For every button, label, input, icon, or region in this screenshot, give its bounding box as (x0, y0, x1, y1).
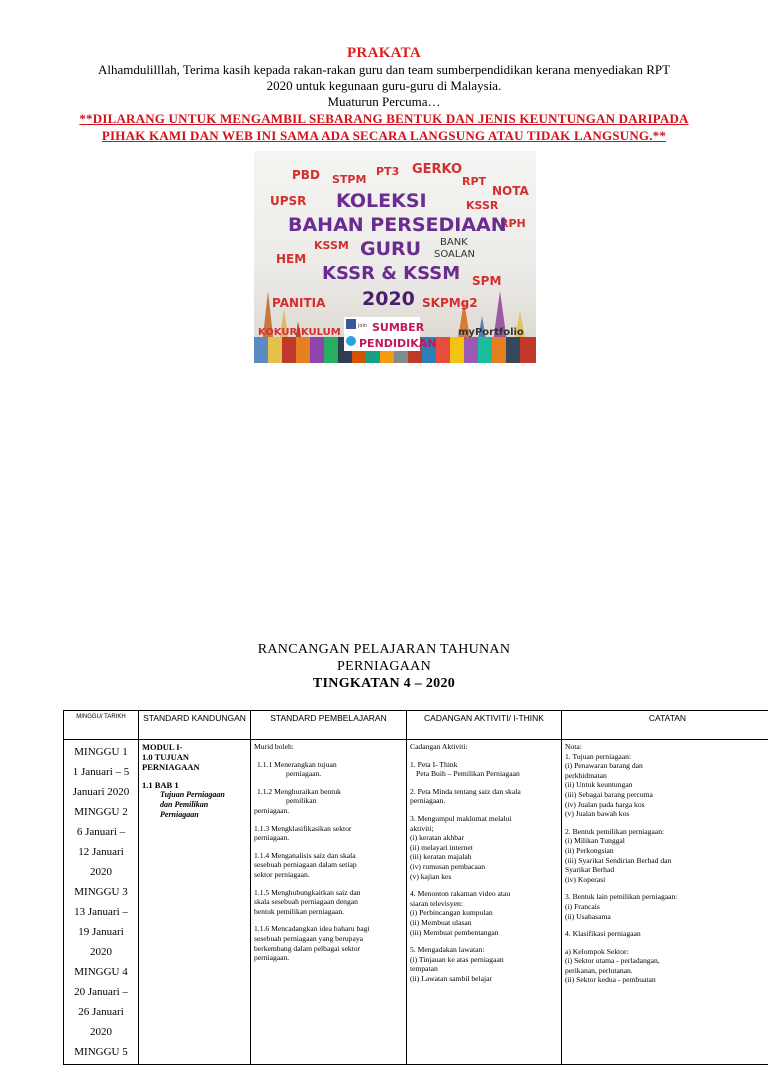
catatan-2-b: (ii) Perkongsian (565, 846, 768, 856)
catatan-1-e: (iv) Jualan pada harga kos (565, 800, 768, 810)
catatan-1-d: (iii) Sebagai barang percuma (565, 790, 768, 800)
aktiviti-3-g: (v) kajian kes (410, 872, 558, 882)
cell-minggu (64, 740, 139, 1065)
week-line: MINGGU 5 (67, 1042, 135, 1062)
brand-line-2: PENDIDIKAN (359, 337, 436, 350)
week-line: MINGGU 3 (67, 882, 135, 902)
sp-1-1-6-cont: sesebuah perniagaan yang berupaya (254, 934, 403, 944)
tag-hem: HEM (276, 252, 306, 266)
poster-headline-5: 2020 (362, 288, 415, 310)
catatan-2-d: Syarikat Berhad (565, 865, 768, 875)
sp-1-1-5-cont-2: bentuk pemilikan perniagaan. (254, 907, 403, 917)
week-line: Januari 2020 (67, 782, 135, 802)
aktiviti-5-d: (ii) Lawatan sambil belajar (410, 974, 558, 984)
catatan-2-c: (iii) Syarikat Sendirian Berhad dan (565, 856, 768, 866)
tag-kssr: KSSR (466, 199, 499, 212)
kandungan-sub-2: dan Pemilikan (142, 800, 247, 810)
warning-line-2: PIHAK KAMI DAN WEB INI SAMA ADA SECARA LANGSUNG ATAU TIDAK LANGSUNG.** (0, 127, 768, 144)
week-line: 2020 (67, 942, 135, 962)
sp-1-1-6-cont-2: berkembang dalam pelbagai sektor (254, 944, 403, 954)
header-standard-pembelajaran: STANDARD PEMBELAJARAN (251, 711, 407, 740)
cell-cadangan-aktiviti (407, 740, 562, 1065)
sp-1-1-2-cont-2: perniagaan. (254, 806, 403, 816)
catatan-1: 1. Tujuan perniagaan: (565, 752, 768, 762)
poster-headline-1: KOLEKSI (336, 190, 427, 212)
sp-1-1-1-cont: perniagaan. (254, 769, 403, 779)
header-cadangan-aktiviti: CADANGAN AKTIVITI/ I-THINK (407, 711, 562, 740)
catatan-3-b: (ii) Usahasama (565, 912, 768, 922)
tag-kokurikulum: KOKURIKULUM (258, 327, 341, 338)
aktiviti-3-c: (i) keratan akhbar (410, 833, 558, 843)
tag-soalan: SOALAN (434, 249, 475, 260)
aktiviti-1-cont: Peta Buih – Pemilikan Perniagaan (410, 769, 558, 779)
sp-1-1-4: 1.1.4 Menganalisis saiz dan skala (254, 851, 403, 861)
header-minggu: MINGGU/ TARIKH (64, 711, 139, 740)
week-line: 19 Januari (67, 922, 135, 942)
tag-stpm: STPM (332, 173, 366, 186)
poster-headline-4: KSSR & KSSM (322, 263, 460, 284)
week-line: 2020 (67, 1022, 135, 1042)
catatan-1-c: (ii) Untuk keuntungan (565, 780, 768, 790)
catatan-1-a: (i) Penawaran barang dan (565, 761, 768, 771)
catatan-3: 3. Bentuk lain pemilikan perniagaan: (565, 892, 768, 902)
preface (0, 44, 768, 144)
sp-1-1-2-cont: pemilikan (254, 796, 403, 806)
aktiviti-intro: Cadangan Aktiviti: (410, 742, 558, 752)
week-line: 2020 (67, 862, 135, 882)
tag-kssm: KSSM (314, 239, 349, 252)
rpt-title (0, 641, 768, 692)
week-line: MINGGU 2 (67, 802, 135, 822)
aktiviti-4-e: (iii) Membuat pembentangan (410, 928, 558, 938)
tag-panitia: PANITIA (272, 296, 326, 310)
table-header-row (64, 711, 768, 740)
sp-1-1-4-cont-2: sektor perniagaan. (254, 870, 403, 880)
aktiviti-3: 3. Mengumpul maklumat melalui (410, 814, 558, 824)
rpt-title-line-2: PERNIAGAAN (0, 658, 768, 675)
sp-1-1-3: 1.1.3 Mengklasifikasikan sektor (254, 824, 403, 834)
preface-line-3: Muaturun Percuma… (0, 94, 768, 110)
week-line: 6 Januari – (67, 822, 135, 842)
sp-1-1-3-cont: perniagaan. (254, 833, 403, 843)
tag-nota: NOTA (492, 184, 529, 198)
aktiviti-3-e: (iii) keratan majalah (410, 852, 558, 862)
aktiviti-2: 2. Peta Minda tentang saiz dan skala (410, 787, 558, 797)
kandungan-sub-3: Perniagaan (142, 810, 247, 820)
sp-1-1-4-cont: sesebuah perniagaan dalam setiap (254, 860, 403, 870)
tag-pbd: PBD (292, 168, 320, 182)
brand-join: join (357, 323, 367, 329)
aktiviti-1: 1. Peta I- Think (410, 760, 558, 770)
poster-headline-2: BAHAN PERSEDIAAN (288, 214, 507, 236)
rpt-title-line-1: RANCANGAN PELAJARAN TAHUNAN (0, 641, 768, 658)
header-catatan: CATATAN (562, 711, 768, 740)
sp-1-1-6-cont-3: perniagaan. (254, 953, 403, 963)
warning-line-1: **DILARANG UNTUK MENGAMBIL SEBARANG BENTUK DAN JENIS KEUNTUNGAN DARIPADA (0, 110, 768, 127)
catatan-3-a: (i) Francais (565, 902, 768, 912)
cell-standard-pembelajaran (251, 740, 407, 1065)
catatan-4-c: perikanan, perlutanan. (565, 966, 768, 976)
tag-rph: RPH (500, 217, 526, 230)
rpt-title-line-3: TINGKATAN 4 – 2020 (0, 675, 768, 692)
tag-skpmg2: SKPMg2 (422, 296, 478, 310)
preface-line-2: 2020 untuk kegunaan guru-guru di Malaysia. (0, 78, 768, 94)
catatan-2-e: (iv) Koperasi (565, 875, 768, 885)
tag-gerko: GERKO (412, 162, 462, 177)
aktiviti-5: 5. Mengadakan lawatan: (410, 945, 558, 955)
sp-1-1-5: 1.1.5 Menghubungkaitkan saiz dan (254, 888, 403, 898)
catatan-4-d: (ii) Sektor kedua - pembuatan (565, 975, 768, 985)
tag-spm: SPM (472, 274, 501, 288)
sp-1-1-2: 1.1.2 Menghuraikan bentuk (254, 787, 403, 797)
aktiviti-4-d: (ii) Membuat ulasan (410, 918, 558, 928)
kandungan-modul: MODUL I- (142, 742, 247, 752)
kandungan-topic-1: 1.0 TUJUAN (142, 752, 247, 762)
aktiviti-2-cont: perniagaan. (410, 796, 558, 806)
kandungan-sub-1: Tujuan Perniagaan (142, 790, 247, 800)
week-line: MINGGU 1 (67, 742, 135, 762)
aktiviti-5-b: (i) Tinjauan ke atas perniagaan (410, 955, 558, 965)
tag-bank: BANK (440, 237, 468, 248)
preface-title: PRAKATA (0, 44, 768, 62)
poster-headline-3: GURU (360, 238, 421, 260)
catatan-1-b: perkhidmatan (565, 771, 768, 781)
preface-line-1: Alhamdulilllah, Terima kasih kepada rakan-rakan guru dan team sumberpendidikan kerana menyediakan RPT (0, 62, 768, 78)
catatan-2: 2. Bentuk pemilikan perniagaan: (565, 827, 768, 837)
catatan-4-a: a) Kelompok Sektor: (565, 947, 768, 957)
rpt-table (63, 710, 768, 1065)
aktiviti-3-f: (iv) rumusan pembacaan (410, 862, 558, 872)
cell-standard-kandungan (139, 740, 251, 1065)
aktiviti-4: 4. Menonton rakaman video atau (410, 889, 558, 899)
catatan-4-b: (i) Sektor utama - perladangan, (565, 956, 768, 966)
telegram-icon (346, 336, 356, 346)
cell-catatan (562, 740, 768, 1065)
catatan-2-a: (i) Milikan Tunggal (565, 836, 768, 846)
sp-1-1-5-cont: skala sesebuah perniagaan dengan (254, 897, 403, 907)
sp-1-1-6: 1.1.6 Mencadangkan idea baharu bagi (254, 924, 403, 934)
kandungan-bab: 1.1 BAB 1 (142, 780, 247, 790)
week-line: 1 Januari – 5 (67, 762, 135, 782)
tag-pt3: PT3 (376, 165, 399, 178)
catatan-1-f: (v) Jualan bawah kos (565, 809, 768, 819)
week-line: 26 Januari (67, 1002, 135, 1022)
tag-myportfolio: myPortfolio (458, 327, 524, 338)
tag-upsr: UPSR (270, 194, 306, 208)
week-line: 13 Januari – (67, 902, 135, 922)
aktiviti-3-d: (ii) melayari internet (410, 843, 558, 853)
pembelajaran-intro: Murid boleh: (254, 742, 403, 752)
aktiviti-4-c: (i) Perbincangan kumpulan (410, 908, 558, 918)
sp-1-1-1: 1.1.1 Menerangkan tujuan (254, 760, 403, 770)
aktiviti-3-b: aktiviti; (410, 824, 558, 834)
table-row (64, 740, 768, 1065)
week-line: MINGGU 4 (67, 962, 135, 982)
tag-rpt: RPT (462, 175, 487, 188)
poster-graphic (254, 151, 536, 363)
aktiviti-5-c: tempatan (410, 964, 558, 974)
brand-line-1: SUMBER (372, 321, 425, 334)
week-line: 12 Januari (67, 842, 135, 862)
facebook-icon (346, 319, 356, 329)
kandungan-topic-2: PERNIAGAAN (142, 762, 247, 772)
poster-image (254, 151, 536, 363)
header-standard-kandungan: STANDARD KANDUNGAN (139, 711, 251, 740)
aktiviti-4-b: siaran televisyen: (410, 899, 558, 909)
catatan-4: 4. Klasifikasi perniagaan (565, 929, 768, 939)
week-line: 20 Januari – (67, 982, 135, 1002)
catatan-intro: Nota: (565, 742, 768, 752)
